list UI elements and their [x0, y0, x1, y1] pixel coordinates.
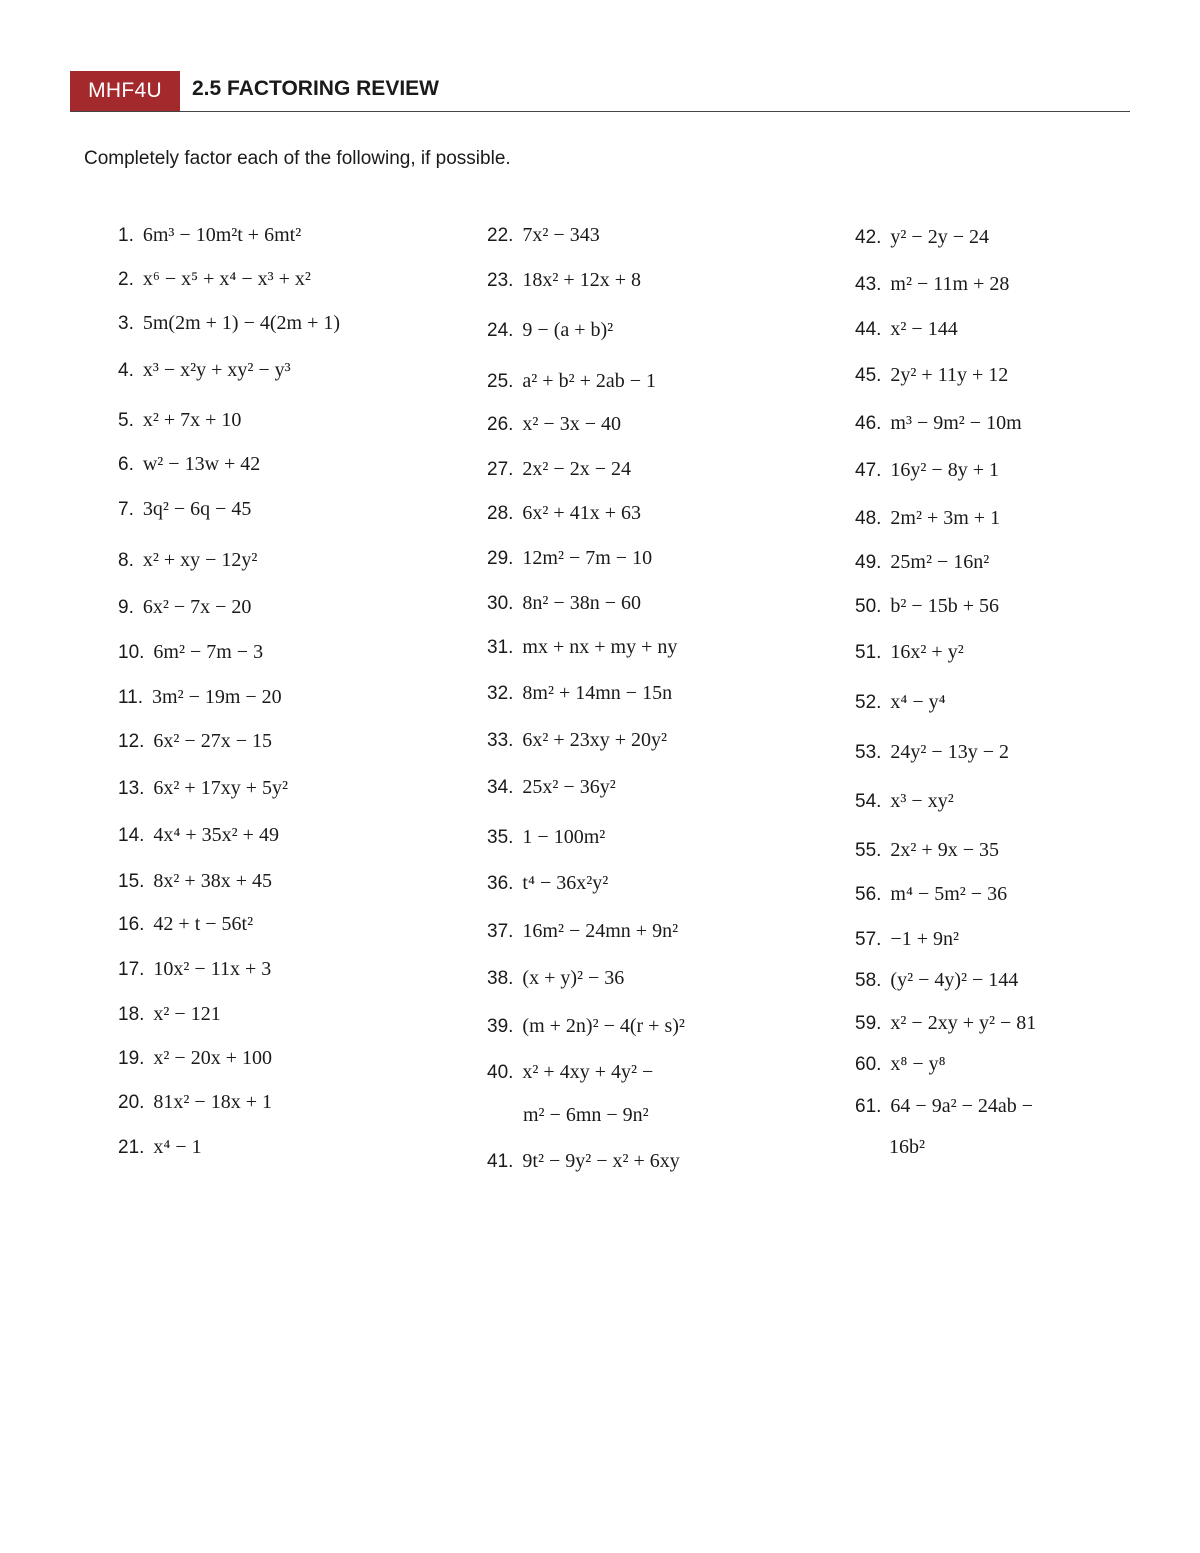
problem-number: 14.	[118, 825, 145, 846]
problem-expression: 2y² + 11y + 12	[890, 364, 1009, 386]
problem-number: 34.	[487, 777, 514, 798]
problem-expression-continued: 16b²	[889, 1136, 925, 1158]
problem-item	[855, 882, 1007, 907]
problem-expression: x³ − x²y + xy² − y³	[142, 359, 291, 381]
problem-item	[855, 363, 1008, 388]
problem-item	[118, 1046, 272, 1071]
problem-item	[855, 1094, 1033, 1119]
problem-expression: 64 − 9a² − 24ab −	[890, 1095, 1034, 1117]
problem-item	[487, 966, 624, 991]
problem-number: 52.	[855, 692, 882, 713]
problem-item	[118, 869, 272, 894]
problem-expression: 25m² − 16n²	[890, 551, 990, 573]
problem-expression: 9 − (a + b)²	[522, 319, 614, 341]
problem-expression: 5m(2m + 1) − 4(2m + 1)	[142, 312, 341, 334]
problem-expression: −1 + 9n²	[890, 928, 959, 950]
problem-item	[118, 912, 253, 937]
problem-item	[487, 775, 616, 800]
problem-expression: m³ − 9m² − 10m	[890, 412, 1022, 434]
problem-expression: 6x² − 27x − 15	[153, 730, 272, 752]
instructions: Completely factor each of the following, if possible.	[84, 148, 511, 169]
problem-number: 36.	[487, 873, 514, 894]
problem-number: 21.	[118, 1137, 145, 1158]
problem-expression: a² + b² + 2ab − 1	[522, 370, 657, 392]
problem-expression: (m + 2n)² − 4(r + s)²	[522, 1015, 685, 1037]
problem-item	[487, 369, 656, 394]
problem-number: 33.	[487, 730, 514, 751]
problem-expression: 6x² + 23xy + 20y²	[522, 729, 667, 751]
problem-number: 32.	[487, 683, 514, 704]
page-title: 2.5 FACTORING REVIEW	[192, 77, 439, 100]
problem-expression: (y² − 4y)² − 144	[890, 969, 1019, 991]
problem-item	[118, 497, 251, 522]
problem-expression: 8m² + 14mn − 15n	[522, 682, 673, 704]
problem-number: 51.	[855, 642, 882, 663]
problem-item	[855, 690, 946, 715]
problem-item	[118, 776, 288, 801]
problem-expression: x² + 4xy + 4y² −	[522, 1061, 654, 1083]
problem-number: 19.	[118, 1048, 145, 1069]
problem-number: 20.	[118, 1092, 145, 1113]
problem-expression: 16y² − 8y + 1	[890, 459, 999, 481]
problem-expression: x² + xy − 12y²	[142, 549, 258, 571]
problem-item	[855, 1052, 946, 1077]
problem-expression: t⁴ − 36x²y²	[522, 872, 609, 894]
problem-expression: 3m² − 19m − 20	[152, 686, 282, 708]
problem-number: 8.	[118, 550, 134, 571]
problem-number: 38.	[487, 968, 514, 989]
problem-item	[118, 1090, 272, 1115]
problem-item	[118, 729, 272, 754]
problem-item	[118, 595, 251, 620]
problem-number: 27.	[487, 459, 514, 480]
problem-expression: x² − 121	[153, 1003, 221, 1025]
problem-number: 42.	[855, 227, 882, 248]
problem-item	[487, 318, 613, 343]
problem-item	[855, 550, 989, 575]
problem-number: 13.	[118, 778, 145, 799]
problem-number: 11.	[118, 687, 144, 708]
problem-number: 10.	[118, 642, 145, 663]
problem-expression: 8n² − 38n − 60	[522, 592, 641, 614]
problem-number: 43.	[855, 274, 882, 295]
problem-expression: x⁶ − x⁵ + x⁴ − x³ + x²	[142, 268, 311, 290]
problem-expression: mx + nx + my + ny	[522, 636, 678, 658]
problem-item	[855, 458, 999, 483]
problem-number: 58.	[855, 970, 882, 991]
problem-expression: 25x² − 36y²	[522, 776, 616, 798]
problem-number: 41.	[487, 1151, 514, 1172]
problem-number: 12.	[118, 731, 145, 752]
problem-expression: x² − 20x + 100	[153, 1047, 272, 1069]
problem-item	[118, 685, 282, 710]
problem-item	[855, 411, 1022, 436]
problem-number: 53.	[855, 742, 882, 763]
header-divider	[70, 111, 1130, 112]
problem-expression: 7x² − 343	[522, 224, 600, 246]
problem-item	[487, 825, 605, 850]
problem-expression: 1 − 100m²	[522, 826, 606, 848]
problem-number: 37.	[487, 921, 514, 942]
problem-item	[118, 311, 340, 336]
problem-item	[118, 452, 260, 477]
problem-expression: 24y² − 13y − 2	[890, 741, 1009, 763]
problem-number: 6.	[118, 454, 134, 475]
problem-number: 49.	[855, 552, 882, 573]
problem-expression: m⁴ − 5m² − 36	[890, 883, 1008, 905]
problem-expression: 81x² − 18x + 1	[153, 1091, 272, 1113]
problem-expression: 12m² − 7m − 10	[522, 547, 653, 569]
problem-number: 46.	[855, 413, 882, 434]
problem-item	[487, 871, 608, 896]
problem-expression: x⁸ − y⁸	[890, 1053, 946, 1075]
problem-item	[118, 1135, 202, 1160]
problem-expression: x² − 2xy + y² − 81	[890, 1012, 1037, 1034]
problem-number: 25.	[487, 371, 514, 392]
problem-number: 17.	[118, 959, 145, 980]
problem-number: 50.	[855, 596, 882, 617]
problem-number: 29.	[487, 548, 514, 569]
problem-expression: 16m² − 24mn + 9n²	[522, 920, 679, 942]
problem-item	[487, 681, 672, 706]
problem-item	[855, 225, 989, 250]
problem-expression: x² − 144	[890, 318, 958, 340]
problem-item	[487, 501, 641, 526]
problem-expression: 4x⁴ + 35x² + 49	[153, 824, 279, 846]
problem-item	[487, 591, 641, 616]
problem-item	[487, 268, 641, 293]
problem-number: 24.	[487, 320, 514, 341]
problem-item	[855, 740, 1009, 765]
problem-expression: x⁴ − y⁴	[890, 691, 946, 713]
problem-item	[118, 640, 263, 665]
problem-number: 35.	[487, 827, 514, 848]
problem-item	[487, 546, 652, 571]
problem-item	[855, 506, 1000, 531]
problem-number: 7.	[118, 499, 134, 520]
problem-number: 56.	[855, 884, 882, 905]
problem-expression: 9t² − 9y² − x² + 6xy	[522, 1150, 680, 1172]
problem-number: 4.	[118, 360, 134, 381]
problem-item	[118, 548, 257, 573]
problem-expression: x² + 7x + 10	[142, 409, 242, 431]
problem-expression: 8x² + 38x + 45	[153, 870, 272, 892]
problem-item	[118, 267, 311, 292]
problem-item	[855, 272, 1009, 297]
problem-item	[118, 823, 279, 848]
problem-number: 15.	[118, 871, 145, 892]
problem-number: 59.	[855, 1013, 882, 1034]
problem-number: 48.	[855, 508, 882, 529]
problem-number: 18.	[118, 1004, 145, 1025]
problem-number: 47.	[855, 460, 882, 481]
problem-expression: 6m² − 7m − 3	[153, 641, 264, 663]
problem-expression: 6x² + 17xy + 5y²	[153, 777, 288, 799]
problem-item	[118, 408, 241, 433]
problem-number: 61.	[855, 1096, 882, 1117]
problem-item	[487, 412, 621, 437]
problem-expression: 6x² + 41x + 63	[522, 502, 641, 524]
problem-item	[855, 838, 999, 863]
problem-expression: b² − 15b + 56	[890, 595, 999, 617]
problem-number: 39.	[487, 1016, 514, 1037]
course-badge: MHF4U	[70, 71, 180, 111]
problem-number: 9.	[118, 597, 134, 618]
problem-item	[487, 457, 631, 482]
problem-expression: 3q² − 6q − 45	[142, 498, 252, 520]
problem-item	[855, 317, 958, 342]
problem-item	[487, 1014, 685, 1039]
problem-expression: x⁴ − 1	[153, 1136, 202, 1158]
problem-item	[118, 1002, 221, 1027]
problem-number: 2.	[118, 269, 134, 290]
problem-number: 30.	[487, 593, 514, 614]
problem-expression: m² − 11m + 28	[890, 273, 1010, 295]
problem-expression-continued: m² − 6mn − 9n²	[523, 1104, 649, 1126]
problem-number: 40.	[487, 1062, 514, 1083]
problem-item	[855, 1011, 1036, 1036]
problem-expression: 18x² + 12x + 8	[522, 269, 641, 291]
problem-expression: y² − 2y − 24	[890, 226, 989, 248]
problem-expression: 2x² + 9x − 35	[890, 839, 999, 861]
problem-number: 60.	[855, 1054, 882, 1075]
problem-number: 22.	[487, 225, 514, 246]
problem-expression: x³ − xy²	[890, 790, 954, 812]
problem-number: 28.	[487, 503, 514, 524]
problem-expression: 16x² + y²	[890, 641, 964, 663]
problem-item	[118, 223, 301, 248]
problem-item	[487, 1060, 653, 1085]
problem-number: 26.	[487, 414, 514, 435]
problem-number: 23.	[487, 270, 514, 291]
problem-item	[487, 223, 600, 248]
problem-expression: (x + y)² − 36	[522, 967, 625, 989]
problem-item	[487, 1149, 680, 1174]
problem-item	[118, 358, 291, 383]
problem-number: 45.	[855, 365, 882, 386]
problem-expression: 42 + t − 56t²	[153, 913, 254, 935]
problem-item	[855, 789, 954, 814]
problem-item	[855, 594, 999, 619]
problem-number: 5.	[118, 410, 134, 431]
problem-number: 3.	[118, 313, 134, 334]
problem-number: 44.	[855, 319, 882, 340]
problem-expression: 10x² − 11x + 3	[153, 958, 272, 980]
problem-expression: w² − 13w + 42	[142, 453, 261, 475]
problem-number: 57.	[855, 929, 882, 950]
problem-number: 16.	[118, 914, 145, 935]
problem-number: 31.	[487, 637, 514, 658]
problem-number: 55.	[855, 840, 882, 861]
problem-expression: 6m³ − 10m²t + 6mt²	[142, 224, 302, 246]
problem-item	[855, 927, 959, 952]
problem-expression: 2x² − 2x − 24	[522, 458, 631, 480]
problem-expression: 6x² − 7x − 20	[142, 596, 252, 618]
problem-expression: 2m² + 3m + 1	[890, 507, 1001, 529]
problem-item	[487, 728, 667, 753]
problem-item	[118, 957, 271, 982]
problem-expression: x² − 3x − 40	[522, 413, 621, 435]
problem-item	[855, 968, 1018, 993]
problem-number: 1.	[118, 225, 134, 246]
problem-number: 54.	[855, 791, 882, 812]
problem-item	[487, 635, 677, 660]
problem-item	[855, 640, 964, 665]
problem-item	[487, 919, 678, 944]
